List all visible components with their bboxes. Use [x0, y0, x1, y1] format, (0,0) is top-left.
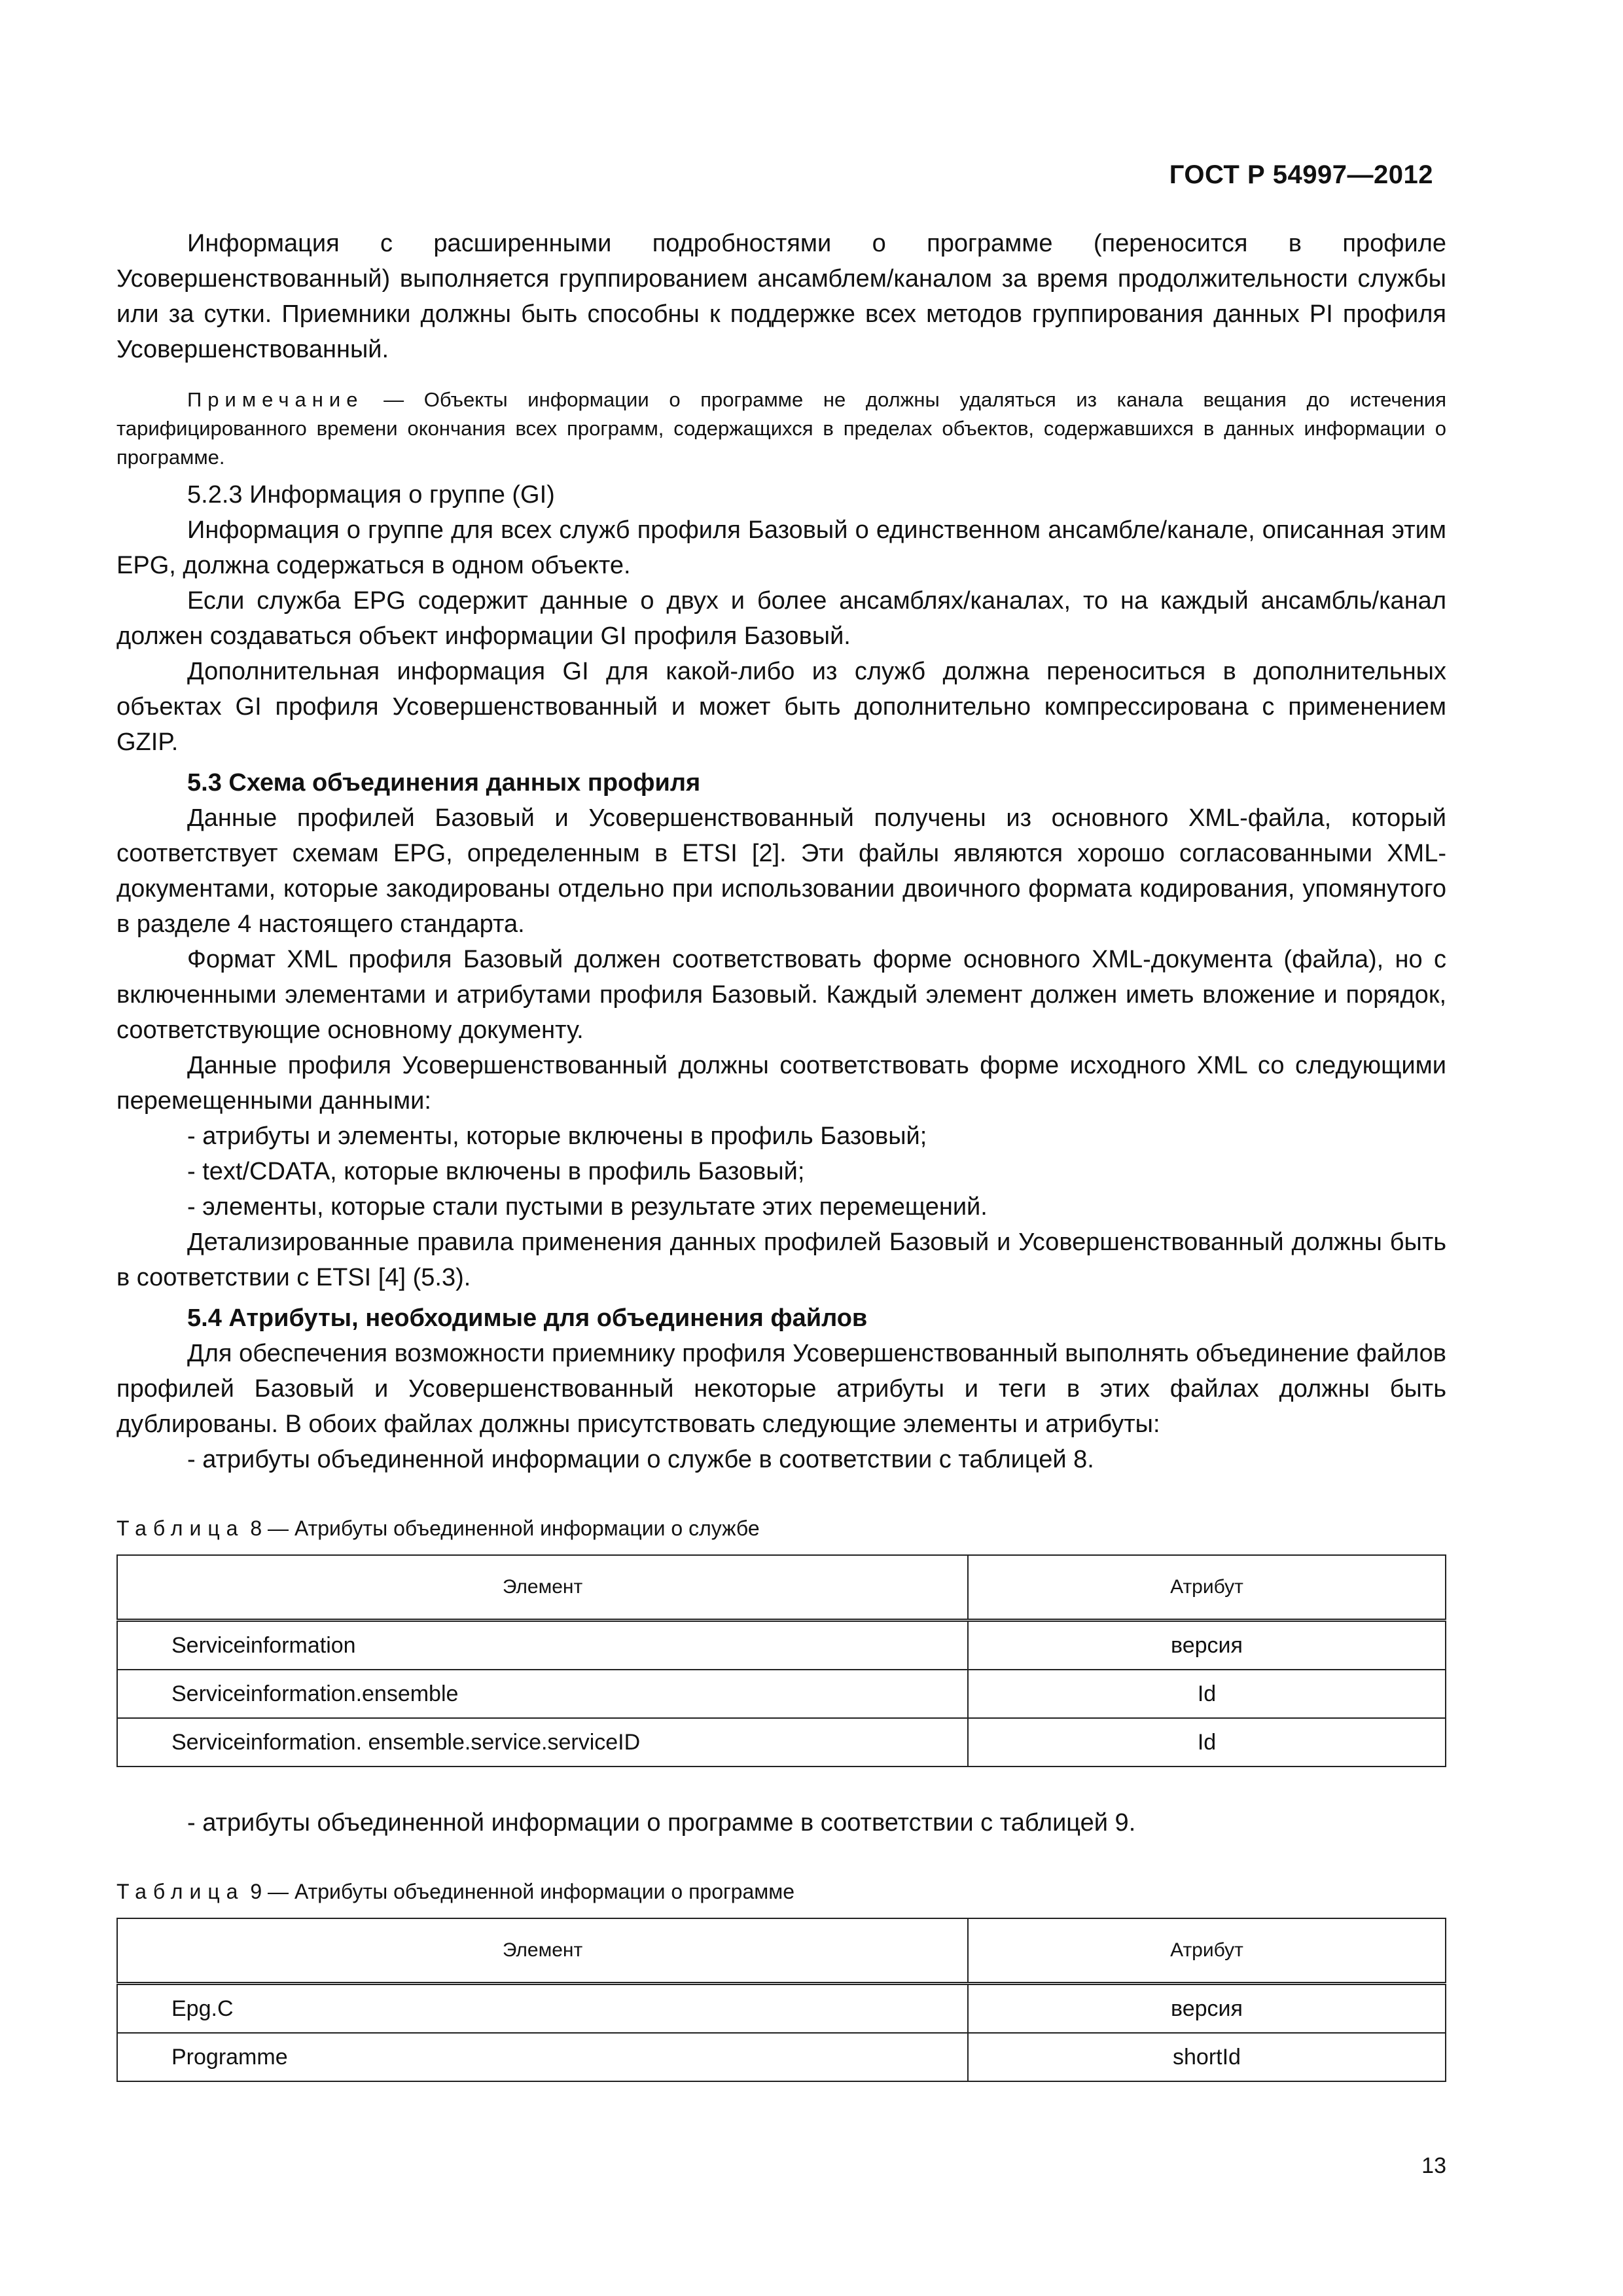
table-label: Таблица [116, 1516, 245, 1540]
column-header-element: Элемент [117, 1555, 968, 1621]
paragraph: Данные профиля Усовершенствованный должны соответствовать форме исходного XML со следующими перемещенными данными: [116, 1052, 1446, 1115]
table-row [117, 1621, 1446, 1670]
paragraph: Формат XML профиля Базовый должен соответствовать форме основного XML-документа (файла), но с включенными элементами и атрибутами профиля Базовый. Каждый элемент должен иметь вложение и порядок, соответствующие основному документу. [116, 946, 1446, 1044]
list-item: - text/CDATA, которые включены в профиль Базовый; [187, 1158, 805, 1185]
table-row [117, 1984, 1446, 2034]
document-body [116, 226, 1446, 2082]
list-item: - элементы, которые стали пустыми в результате этих перемещений. [187, 1193, 988, 1221]
document-header: ГОСТ Р 54997—2012 [1169, 160, 1433, 189]
list-item: - атрибуты и элементы, которые включены в профиль Базовый; [187, 1122, 927, 1150]
table-caption [116, 1514, 1446, 1543]
cell-attribute: Id [968, 1670, 1446, 1718]
cell-element: Serviceinformation [117, 1621, 968, 1670]
table-row [117, 1718, 1446, 1767]
cell-attribute: Id [968, 1718, 1446, 1767]
cell-attribute: версия [968, 1984, 1446, 2034]
note [116, 386, 1446, 472]
paragraph: Информация о группе для всех служб профиля Базовый о единственном ансамбле/канале, описанная этим EPG, должна содержаться в одном объекте. [116, 516, 1446, 579]
note-label: Примечание [187, 388, 364, 411]
cell-attribute: версия [968, 1621, 1446, 1670]
column-header-attribute: Атрибут [968, 1555, 1446, 1621]
table-header-row [117, 1555, 1446, 1621]
column-header-element: Элемент [117, 1918, 968, 1984]
table-label: Таблица [116, 1880, 245, 1903]
paragraph: Дополнительная информация GI для какой-либо из служб должна переноситься в дополнительных объектах GI профиля Усовершенствованный и может быть дополнительно компрессирована с применением GZIP. [116, 658, 1446, 756]
column-header-attribute: Атрибут [968, 1918, 1446, 1984]
cell-element: Serviceinformation. ensemble.service.serviceID [117, 1718, 968, 1767]
note-text: — Объекты информации о программе не должны удаляться из канала вещания до истечения тарифицированного времени окончания всех программ, содержащихся в пределах объектов, содержавшихся в данных информации о программе. [116, 388, 1446, 469]
table-header-row [117, 1918, 1446, 1984]
cell-attribute: shortId [968, 2033, 1446, 2081]
cell-element: Programme [117, 2033, 968, 2081]
paragraph: Информация с расширенными подробностями о программе (переносится в профиле Усовершенствованный) выполняется группированием ансамблем/каналом за время продолжительности службы или за сутки. Приемники должны быть способны к поддержке всех методов группирования данных PI профиля Усовершенствованный. [116, 230, 1446, 363]
paragraph: Если служба EPG содержит данные о двух и более ансамблях/каналах, то на каждый ансамбль/канал должен создаваться объект информации GI профиля Базовый. [116, 587, 1446, 650]
table-row [117, 1670, 1446, 1718]
subsection-heading: 5.2.3 Информация о группе (GI) [187, 481, 555, 509]
table-9 [116, 1918, 1446, 2082]
section-heading: 5.4 Атрибуты, необходимые для объединения файлов [187, 1304, 868, 1332]
list-item: - атрибуты объединенной информации о программе в соответствии с таблицей 9. [187, 1809, 1136, 1837]
paragraph: Для обеспечения возможности приемнику профиля Усовершенствованный выполнять объединение файлов профилей Базовый и Усовершенствованный некоторые атрибуты и теги в этих файлах должны быть дублированы. В обоих файлах должны присутствовать следующие элементы и атрибуты: [116, 1340, 1446, 1438]
table-caption-text: 9 — Атрибуты объединенной информации о программе [244, 1880, 795, 1903]
table-caption-text: 8 — Атрибуты объединенной информации о службе [244, 1516, 760, 1540]
list-item: - атрибуты объединенной информации о службе в соответствии с таблицей 8. [187, 1446, 1094, 1473]
table-8 [116, 1554, 1446, 1767]
table-row [117, 2033, 1446, 2081]
paragraph: Детализированные правила применения данных профилей Базовый и Усовершенствованный должны быть в соответствии с ETSI [4] (5.3). [116, 1229, 1446, 1291]
paragraph: Данные профилей Базовый и Усовершенствованный получены из основного XML-файла, который соответствует схемам EPG, определенным в ETSI [2]. Эти файлы являются хорошо согласованными XML-документами, которые закодированы отдельно при использовании двоичного формата кодирования, упомянутого в разделе 4 настоящего стандарта. [116, 804, 1446, 938]
cell-element: Serviceinformation.ensemble [117, 1670, 968, 1718]
section-heading: 5.3 Схема объединения данных профиля [187, 769, 701, 797]
cell-element: Epg.C [117, 1984, 968, 2034]
table-caption [116, 1877, 1446, 1906]
page-number: 13 [1421, 2153, 1446, 2178]
